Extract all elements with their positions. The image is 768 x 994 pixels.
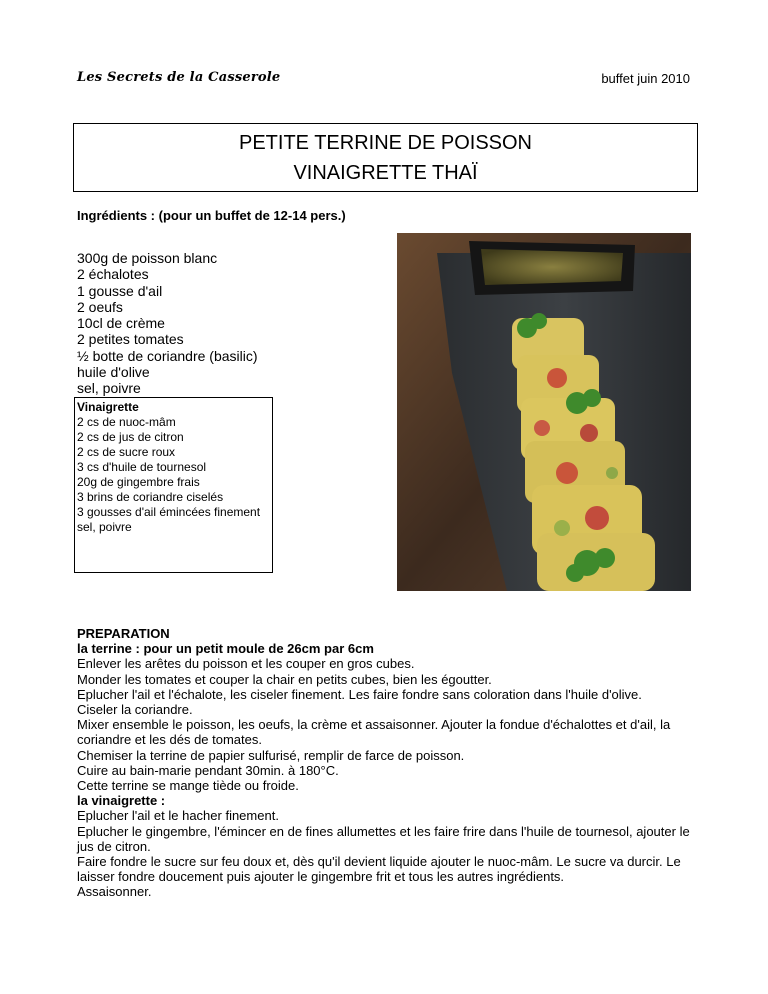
terrine-step: Ciseler la coriandre. [77,702,193,718]
terrine-step: Enlever les arêtes du poisson et les couper en gros cubes. [77,656,415,672]
ingredients-heading: Ingrédients : (pour un buffet de 12-14 pers.) [77,208,346,223]
ingredient-item: huile d'olive [77,364,150,381]
preparation-heading: PREPARATION [77,626,170,641]
terrine-step: Mixer ensemble le poisson, les oeufs, la crème et assaisonner. Ajouter la fondue d'échalottes et d'ail, la coriandre et les dés de tomates. [77,717,671,748]
vinaigrette-item: 2 cs de sucre roux [77,445,176,459]
ingredient-item: 300g de poisson blanc [77,250,218,266]
ingredient-item: 1 gousse d'ail [77,282,163,299]
vinaigrette-step: Eplucher le gingembre, l'émincer en de fines allumettes et les faire frire dans l'huile de tournesol, ajouter le jus de citron. [77,823,690,854]
terrine-step: Monder les tomates et couper la chair en petits cubes, bien les égoutter. [77,671,492,687]
ingredient-item: ½ botte de coriandre (basilic) [77,347,258,364]
ingredient-item: 2 oeufs [77,298,123,315]
vinaigrette-heading: la vinaigrette : [77,793,166,809]
vinaigrette-step: Faire fondre le sucre sur feu doux et, dès qu'il devient liquide ajouter le nuoc-mâm. Le sucre va durcir. Le laisser fondre doucement puis ajouter le gingembre frit et tous les autres ingrédients. [77,854,681,885]
brand-title: Les Secrets de la Casserole [77,70,281,85]
recipe-title-line1: PETITE TERRINE DE POISSON [238,132,533,154]
ingredients-list [77,250,258,397]
terrine-step: Cette terrine se mange tiède ou froide. [77,778,299,794]
recipe-title-box [73,123,698,192]
vinaigrette-item: sel, poivre [77,520,132,534]
ingredient-item: 2 échalotes [77,266,149,283]
ingredient-item: 2 petites tomates [77,331,184,348]
recipe-title-line2: VINAIGRETTE THAÏ [293,162,478,184]
vinaigrette-box [74,397,273,573]
vinaigrette-item: 3 brins de coriandre ciselés [77,490,224,504]
terrine-photo [397,233,691,591]
vinaigrette-step: Assaisonner. [77,884,152,900]
vinaigrette-item: 20g de gingembre frais [77,475,200,489]
ingredient-item: sel, poivre [77,380,141,397]
terrine-heading: la terrine : pour un petit moule de 26cm par 6cm [77,641,374,657]
vinaigrette-item: 2 cs de jus de citron [77,430,184,444]
terrine-step: Cuire au bain-marie pendant 30min. à 180°C. [77,762,339,778]
vinaigrette-item: 2 cs de nuoc-mâm [77,415,176,429]
terrine-step: Eplucher l'ail et l'échalote, les ciseler finement. Les faire fondre sans coloration dans l'huile d'olive. [77,686,642,702]
ingredient-item: 10cl de crème [77,315,165,332]
vinaigrette-item: 3 gousses d'ail émincées finement [77,505,261,519]
vinaigrette-title: Vinaigrette [77,400,139,414]
header-date: buffet juin 2010 [601,71,690,86]
vinaigrette-step: Eplucher l'ail et le hacher finement. [77,808,279,824]
preparation-section [77,626,692,900]
vinaigrette-item: 3 cs d'huile de tournesol [77,460,207,474]
terrine-step: Chemiser la terrine de papier sulfurisé, remplir de farce de poisson. [77,747,465,763]
